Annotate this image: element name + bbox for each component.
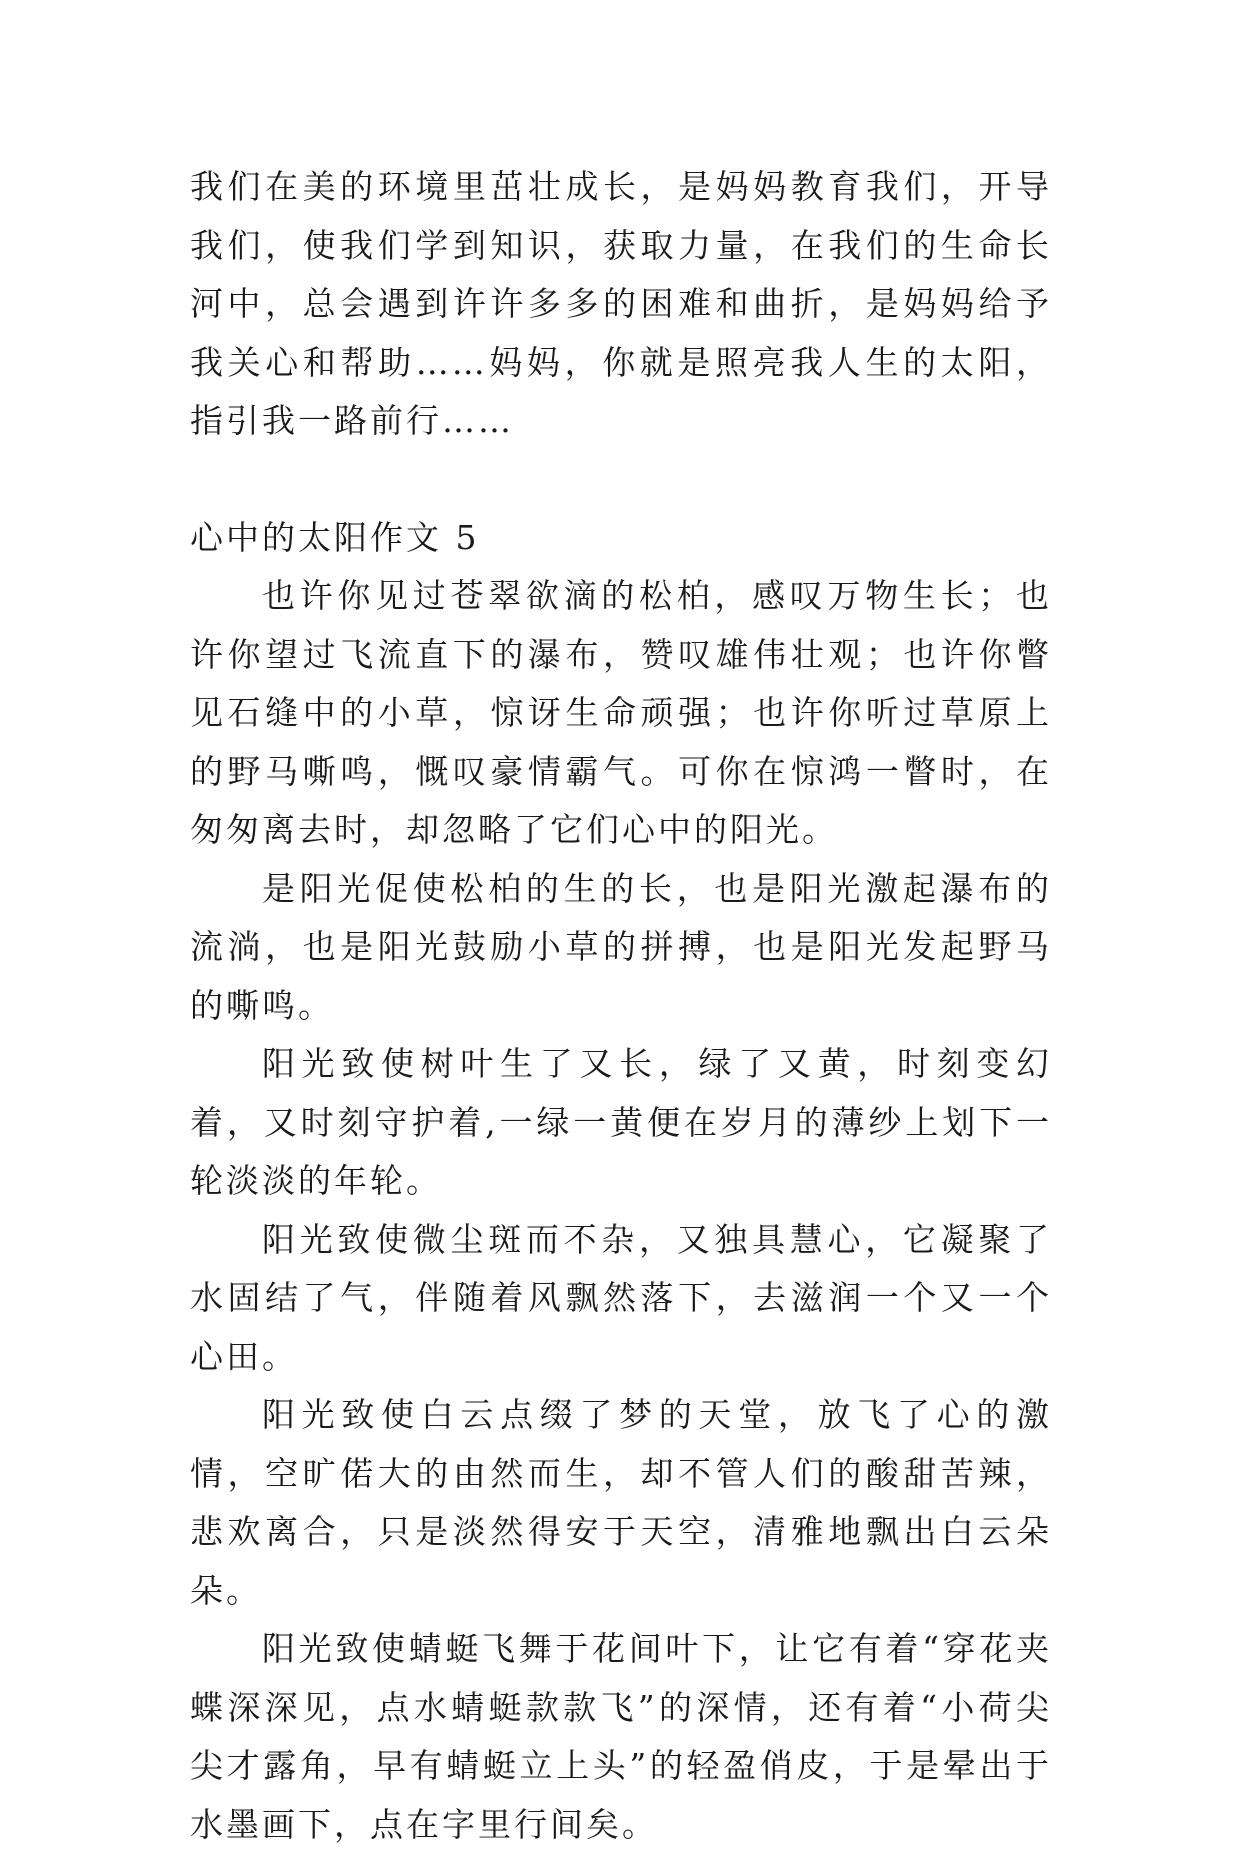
- paragraph-5: 阳光致使白云点缀了梦的天堂，放飞了心的激情，空旷偌大的由然而生，却不管人们的酸甜苦辣，悲欢离合，只是淡然得安于天空，清雅地飘出白云朵朵。: [190, 1395, 1052, 1610]
- intro-paragraph: 我们在美的环境里茁壮成长，是妈妈教育我们，开导我们，使我们学到知识，获取力量，在我们的生命长河中，总会遇到许许多多的困难和曲折，是妈妈给予我关心和帮助……妈妈，你就是照亮我人生的太阳，指引我一路前行……: [190, 167, 1052, 440]
- paragraph-4: 阳光致使微尘斑而不杂，又独具慧心，它凝聚了水固结了气，伴随着风飘然落下，去滋润一个又一个心田。: [190, 1219, 1052, 1376]
- paragraph-3: 阳光致使树叶生了又长，绿了又黄，时刻变幻着，又时刻守护着,一绿一黄便在岁月的薄纱上划下一轮淡淡的年轮。: [190, 1044, 1052, 1200]
- paragraph-1: 也许你见过苍翠欲滴的松柏，感叹万物生长；也许你望过飞流直下的瀑布，赞叹雄伟壮观；也许你瞥见石缝中的小草，惊讶生命顽强；也许你听过草原上的野马嘶鸣，慨叹豪情霸气。可你在惊鸿一瞥时，在匆匆离去时，却忽略了它们心中的阳光。: [190, 576, 1052, 849]
- paragraph-2: 是阳光促使松柏的生的长，也是阳光激起瀑布的流淌，也是阳光鼓励小草的拼搏，也是阳光发起野马的嘶鸣。: [190, 868, 1052, 1025]
- section-title: 心中的太阳作文 5: [190, 517, 480, 557]
- paragraph-6: 阳光致使蜻蜓飞舞于花间叶下，让它有着“穿花夹蝶深深见，点水蜻蜓款款飞”的深情，还有着“小荷尖尖才露角，早有蜻蜓立上头”的轻盈俏皮，于是晕出于水墨画下，点在字里行间矣。: [190, 1629, 1052, 1844]
- document-body: [190, 158, 1052, 1854]
